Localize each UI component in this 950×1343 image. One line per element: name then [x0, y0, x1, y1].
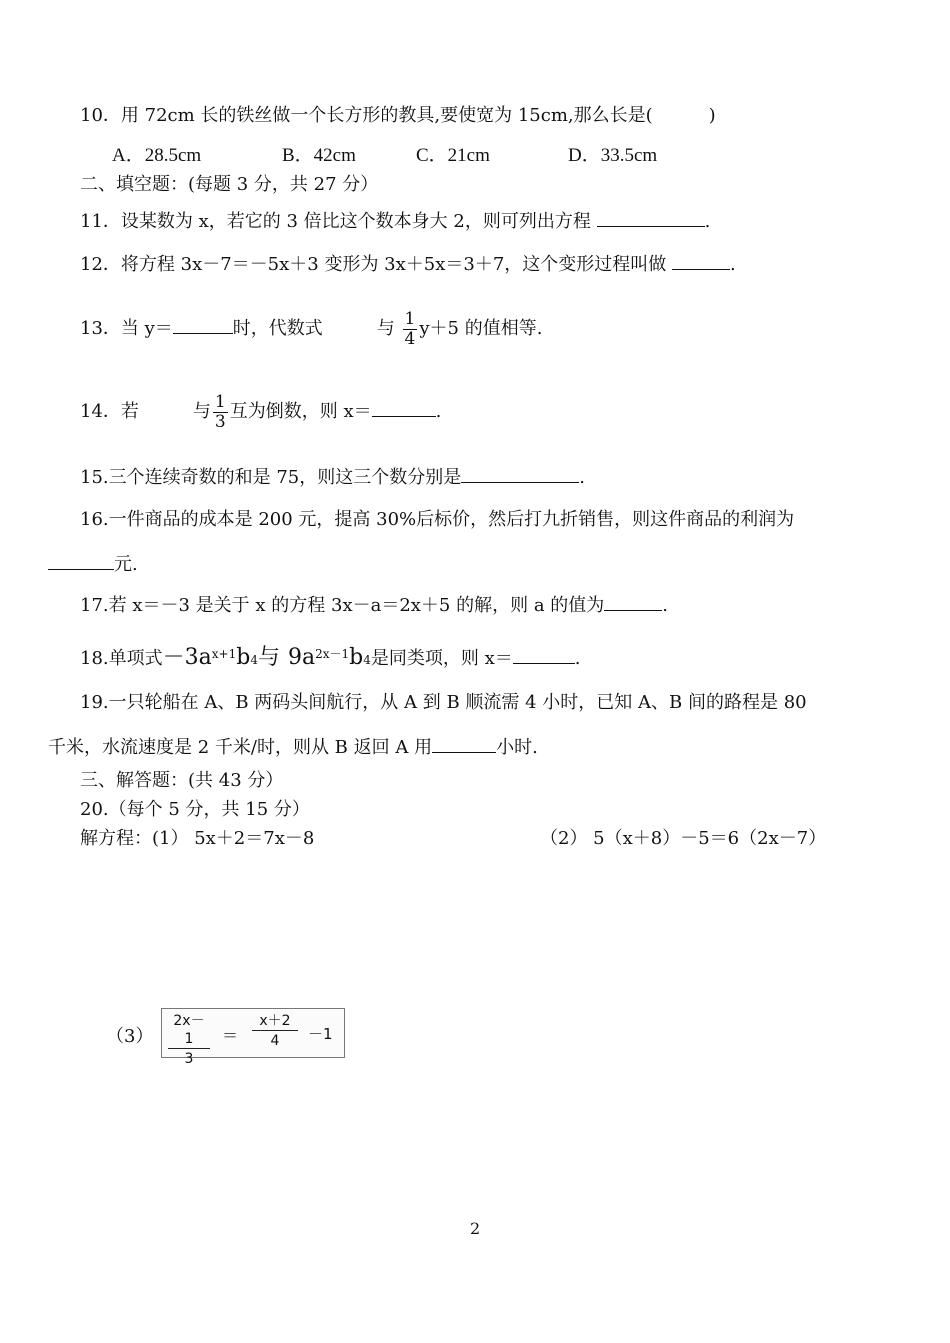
answer-blank[interactable]	[513, 647, 575, 664]
question-17-end: .	[662, 595, 669, 616]
fraction	[213, 393, 228, 432]
question-20-part-3-label: （3）	[106, 1026, 154, 1047]
question-14-post: 互为倒数，则 x＝	[229, 401, 372, 422]
answer-blank[interactable]	[461, 466, 579, 483]
answer-blank[interactable]	[604, 594, 662, 611]
question-13-post: y＋5 的值相等.	[419, 318, 543, 339]
fraction-denominator: 4	[404, 328, 416, 349]
fraction-left-denominator: 3	[184, 1051, 194, 1067]
fraction-numerator: 1	[404, 308, 416, 329]
answer-blank[interactable]	[372, 400, 436, 417]
answer-blank[interactable]	[48, 553, 114, 570]
monomial-2-coef: 9a	[287, 645, 316, 670]
question-13-with: 与	[376, 318, 395, 339]
monomial-1-coef: －3a	[162, 645, 212, 670]
question-13-pre: 13．当 y＝	[80, 318, 173, 339]
question-18-with: 与	[257, 645, 280, 670]
fraction-right	[252, 1012, 298, 1051]
fraction-right-numerator: x＋2	[252, 1012, 298, 1031]
fraction-numerator: 1	[214, 391, 226, 412]
question-17-text: 17.若 x＝－3 是关于 x 的方程 3x－a＝2x＋5 的解，则 a 的值为	[80, 595, 605, 616]
fraction-denominator: 3	[214, 411, 226, 432]
question-15-end: .	[579, 467, 585, 488]
question-10-close: )	[708, 105, 716, 126]
question-14-end: .	[435, 401, 442, 422]
equation-tail: －1	[308, 1025, 333, 1043]
section-3-heading: 三、解答题：(共 43 分）	[80, 770, 284, 791]
question-16: 16.一件商品的成本是 200 元，提高 30%后标价，然后打九折销售，则这件商品的利润为	[80, 509, 795, 530]
monomial-1-var-b: b	[236, 645, 251, 670]
question-19: 19.一只轮船在 A、B 两码头间航行，从 A 到 B 顺流需 4 小时，已知 A、B 间的路程是 80	[80, 692, 807, 713]
monomial-2-exponent: 2x－1	[315, 647, 350, 661]
question-20-part-2: （2） 5（x＋8）－5＝6（2x－7）	[540, 828, 827, 849]
question-18	[80, 640, 581, 674]
question-13	[80, 305, 542, 353]
question-20-part-1: 解方程：(1） 5x＋2＝7x－8	[80, 828, 315, 849]
equation-image	[161, 1008, 345, 1067]
answer-blank[interactable]	[597, 210, 705, 227]
question-18-end: .	[574, 648, 581, 669]
question-11-text: 11．设某数为 x，若它的 3 倍比这个数本身大 2，则可列出方程	[80, 211, 591, 232]
question-10-text: 10．用 72cm 长的铁丝做一个长方形的教具,要使宽为 15cm,那么长是(	[80, 105, 653, 126]
fraction-left	[168, 1012, 210, 1069]
question-16-unit: 元.	[114, 554, 138, 575]
fraction	[403, 310, 418, 349]
question-15-text: 15.三个连续奇数的和是 75，则这三个数分别是	[80, 467, 462, 488]
question-12-end: .	[730, 254, 736, 275]
fraction-left-numerator: 2x－1	[168, 1012, 210, 1049]
question-14-pre: 14．若	[80, 401, 139, 422]
page-number: 2	[470, 1219, 481, 1238]
option-c: C．21cm	[416, 145, 490, 166]
question-17	[80, 594, 668, 617]
answer-blank[interactable]	[173, 317, 233, 334]
question-16-line2	[48, 553, 138, 576]
question-11	[80, 210, 710, 233]
answer-blank[interactable]	[432, 736, 496, 753]
answer-blank[interactable]	[672, 253, 730, 270]
question-18-post: 是同类项，则 x＝	[370, 648, 513, 669]
monomial-2-var-b: b	[349, 645, 364, 670]
monomial-1-exponent: x+1	[211, 647, 237, 661]
question-20-heading: 20.（每个 5 分，共 15 分）	[80, 799, 310, 820]
monomial-1-power: 4	[250, 653, 258, 667]
question-19-line2-text: 千米，水流速度是 2 千米/时，则从 B 返回 A 用	[48, 737, 433, 758]
question-15	[80, 466, 585, 489]
option-a: A．28.5cm	[112, 145, 202, 166]
question-14	[80, 388, 441, 436]
option-d: D．33.5cm	[568, 145, 658, 166]
section-2-heading: 二、填空题：(每题 3 分，共 27 分）	[80, 174, 379, 195]
question-13-mid: 时，代数式	[232, 318, 323, 339]
fraction-right-denominator: 4	[270, 1033, 280, 1049]
monomial-2-power: 4	[363, 653, 371, 667]
option-b: B．42cm	[282, 145, 356, 166]
question-14-with: 与	[192, 401, 211, 422]
question-10	[80, 105, 716, 127]
question-19-line2	[48, 736, 538, 759]
question-18-pre: 18.单项式	[80, 648, 163, 669]
question-12-text: 12．将方程 3x－7＝－5x＋3 变形为 3x＋5x＝3＋7，这个变形过程叫做	[80, 254, 667, 275]
question-11-end: .	[704, 211, 711, 232]
question-19-end: 小时.	[496, 737, 538, 758]
question-12	[80, 253, 736, 276]
equals-sign: ＝	[222, 1026, 239, 1045]
